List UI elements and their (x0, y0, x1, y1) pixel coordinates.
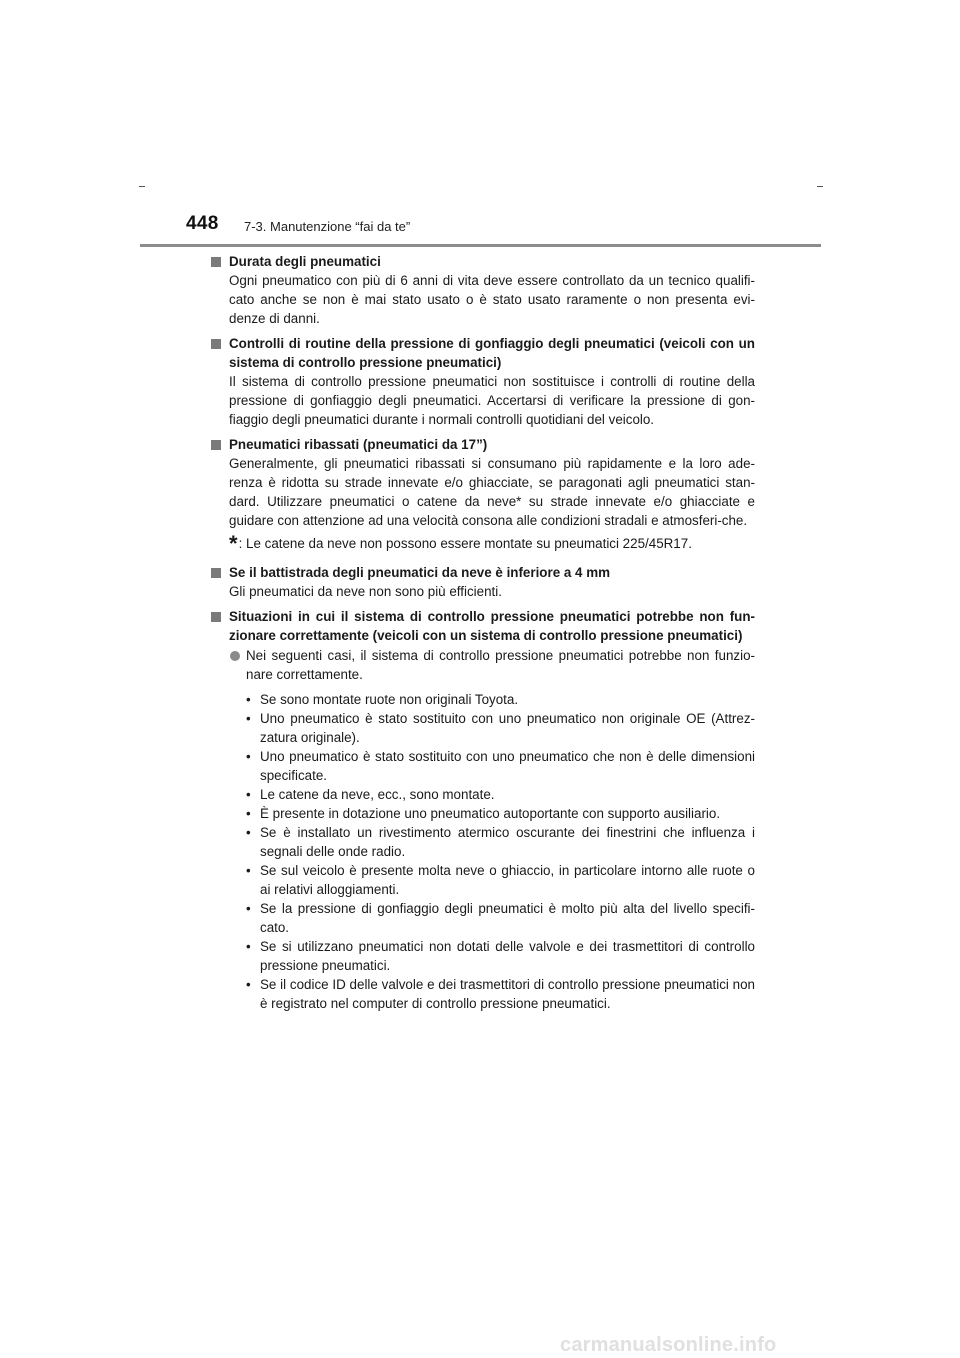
section-text: Ogni pneumatico con più di 6 anni di vita deve essere controllato da un tecnico qualifi-cato anche se non è mai stato usato o è stato usato raramente o non presenta evi-denze di danni. (229, 273, 755, 326)
section-heading (210, 563, 755, 582)
section-durata (210, 252, 755, 328)
heading-text: Situazioni in cui il sistema di controllo pressione pneumatici potrebbe non fun-zionare correttamente (veicoli con un sistema di controllo pressione pneumatici) (229, 609, 755, 643)
crop-mark-left (139, 186, 145, 187)
list-item: • Se sono montate ruote non originali Toyota. (246, 690, 755, 709)
list-item: • Le catene da neve, ecc., sono montate. (246, 785, 755, 804)
footnote (210, 531, 755, 556)
list-item: • Uno pneumatico è stato sostituito con uno pneumatico che non è delle dimensioni specificate. (246, 747, 755, 785)
square-bullet-icon (211, 339, 221, 349)
section-title: 7-3. Manutenzione “fai da te” (244, 219, 411, 234)
section-ribassati (210, 435, 755, 556)
list-item: • È presente in dotazione uno pneumatico autoportante con supporto ausiliario. (246, 804, 755, 823)
square-bullet-icon (211, 257, 221, 267)
list-item: • Uno pneumatico è stato sostituito con uno pneumatico non originale OE (Attrez-zatura originale). (246, 709, 755, 747)
section-heading (210, 334, 755, 372)
bullet-list (210, 690, 755, 1013)
page-number: 448 (186, 213, 219, 234)
list-item: • Se si utilizzano pneumatici non dotati delle valvole e dei trasmettitori di controllo pressione pneumatici. (246, 937, 755, 975)
section-text: Generalmente, gli pneumatici ribassati si consumano più rapidamente e la loro ade-renza è ridotta su strade innevate e/o ghiacciate, se paragonati agli pneumatici stan-dard. Utilizzare pneumatici o catene da neve* su strade innevate e/o ghiacciate e guidare con attenzione ad una velocità consona alle condizioni stradali e atmosferi-che. (229, 456, 755, 528)
square-bullet-icon (211, 568, 221, 578)
footnote-star: * (229, 531, 238, 556)
header-rule (140, 244, 821, 247)
square-bullet-icon (211, 440, 221, 450)
watermark: carmanualsonline.info (560, 1334, 777, 1356)
heading-text: Pneumatici ribassati (pneumatici da 17”) (229, 437, 488, 452)
crop-mark-right (817, 186, 823, 187)
section-heading (210, 607, 755, 645)
list-item: • Se è installato un rivestimento atermico oscurante dei finestrini che influenza i segnali delle onde radio. (246, 823, 755, 861)
heading-text: Durata degli pneumatici (229, 254, 381, 269)
section-text: Gli pneumatici da neve non sono più efficienti. (229, 584, 502, 599)
footnote-text: : Le catene da neve non possono essere montate su pneumatici 225/45R17. (238, 536, 692, 551)
square-bullet-icon (211, 612, 221, 622)
list-item: • Se sul veicolo è presente molta neve o ghiaccio, in particolare intorno alle ruote o ai relativi alloggiamenti. (246, 861, 755, 899)
heading-text: Se il battistrada degli pneumatici da neve è inferiore a 4 mm (229, 565, 611, 580)
section-battistrada (210, 563, 755, 601)
section-heading (210, 252, 755, 271)
page-header (186, 213, 826, 243)
circle-bullet-item (210, 646, 755, 684)
section-text: Il sistema di controllo pressione pneumatici non sostituisce i controlli di routine della pressione di gonfiaggio degli pneumatici. Accertarsi di verificare la pressione di gon-fiaggio degli pneumatici durante i normali controlli quotidiani del veicolo. (229, 374, 755, 427)
intro-text: Nei seguenti casi, il sistema di controllo pressione pneumatici potrebbe non funzio-nare correttamente. (246, 648, 755, 682)
section-situazioni (210, 607, 755, 1013)
page-content (210, 252, 755, 1019)
section-heading (210, 435, 755, 454)
list-item: • Se la pressione di gonfiaggio degli pneumatici è molto più alta del livello specifi-cato. (246, 899, 755, 937)
heading-text: Controlli di routine della pressione di gonfiaggio degli pneumatici (veicoli con un sistema di controllo pressione pneumatici) (229, 336, 755, 370)
circle-bullet-icon (230, 651, 240, 661)
list-item: • Se il codice ID delle valvole e dei trasmettitori di controllo pressione pneumatici non è registrato nel computer di controllo pressione pneumatici. (246, 975, 755, 1013)
section-controlli (210, 334, 755, 429)
